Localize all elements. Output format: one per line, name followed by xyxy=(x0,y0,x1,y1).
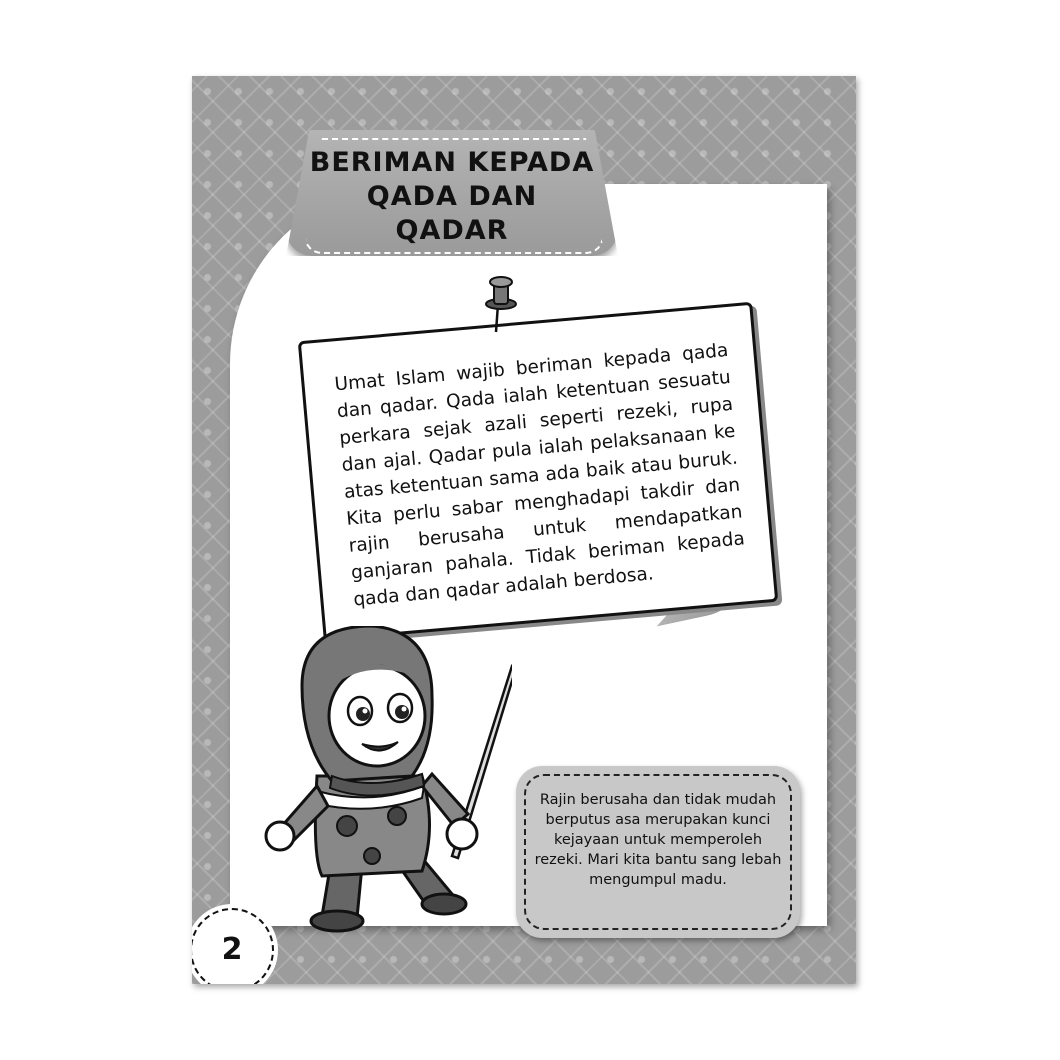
push-pin-icon xyxy=(484,274,518,334)
book-page xyxy=(192,76,856,984)
tip-text: Rajin berusaha dan tidak mudah berputus asa merupakan kunci kejayaan untuk memperoleh rezeki. Mari kita bantu sang lebah mengumpul madu. xyxy=(534,792,782,888)
tip-box xyxy=(516,766,800,938)
girl-character-illustration xyxy=(262,626,512,936)
page-number: 2 xyxy=(221,932,243,967)
page-number-badge xyxy=(192,908,274,984)
pinned-note xyxy=(298,302,778,642)
page-title: BERIMAN KEPADA QADA DAN QADAR xyxy=(309,147,595,246)
note-text: Umat Islam wajib beriman kepada qada dan qadar. Qada ialah ketentuan sesuatu perkara sejak azali seperti rezeki, rupa dan ajal. Qadar pula ialah pelaksanaan ke atas ketentuan sama ada baik atau buruk. Kita perlu sabar menghadapi takdir dan rajin berusaha untuk mendapatkan ganjaran pahala. Tidak beriman kepada qada dan qadar adalah berdosa. xyxy=(333,340,746,611)
